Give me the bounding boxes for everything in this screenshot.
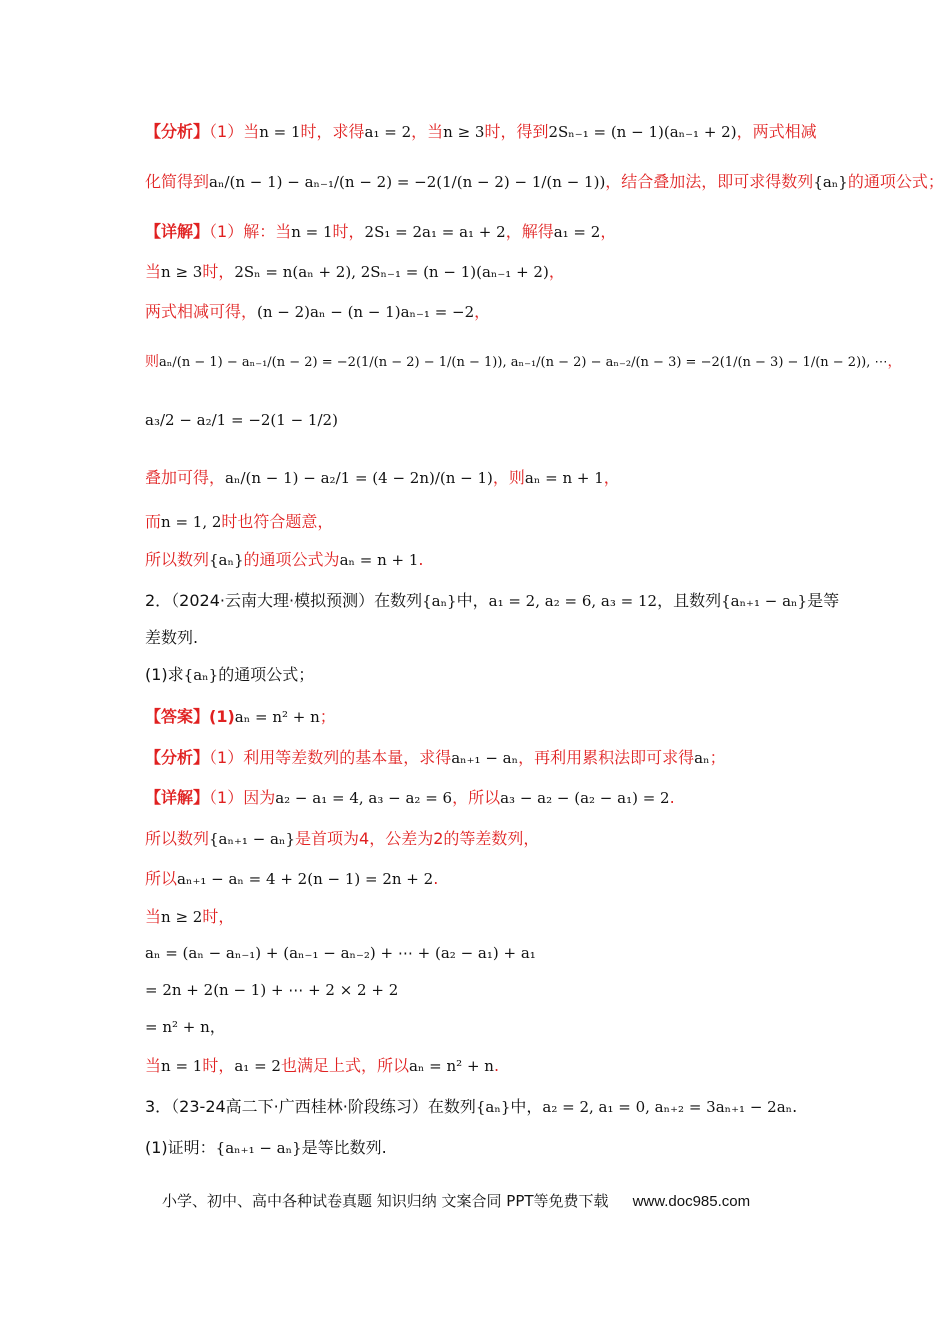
text: 的通项公式； xyxy=(218,665,315,684)
text: (1)求 xyxy=(145,665,184,684)
detail-line-4 xyxy=(145,350,902,375)
text: 中， xyxy=(510,1097,543,1116)
text: (1) xyxy=(209,707,235,726)
text: 时， xyxy=(202,1056,235,1075)
math: n = 1, 2 xyxy=(161,513,222,531)
text: ，则 xyxy=(492,468,525,487)
text: . xyxy=(493,1056,500,1075)
math: a₁ = 2 xyxy=(553,223,601,241)
math: {aₙ} xyxy=(475,1098,511,1116)
math: {aₙ₊₁ − aₙ} xyxy=(215,1139,302,1157)
text: 当 xyxy=(145,262,162,281)
text: ； xyxy=(319,707,336,726)
math: n ≥ 3 xyxy=(161,263,203,281)
math: n ≥ 3 xyxy=(443,123,485,141)
detail-label: 【详解】 xyxy=(145,222,210,241)
text: （1）因为 xyxy=(209,788,276,807)
text: （1）当 xyxy=(209,122,260,141)
text: 所以 xyxy=(145,869,178,888)
analysis-label: 【分析】 xyxy=(145,122,210,141)
text: 而 xyxy=(145,512,162,531)
text: 时也符合题意， xyxy=(221,512,334,531)
text: 时， xyxy=(202,262,235,281)
answer-line xyxy=(145,705,815,729)
math: aₙ = n² + n xyxy=(234,708,320,726)
detail-line-8 xyxy=(145,548,815,572)
text: 两式相减可得， xyxy=(145,302,258,321)
text: ，两式相减 xyxy=(736,122,817,141)
detail-label: 【详解】 xyxy=(145,788,210,807)
math: {aₙ₊₁ − aₙ} xyxy=(721,592,808,610)
text: 时， xyxy=(332,222,365,241)
math: aₙ₊₁ − aₙ xyxy=(451,749,519,767)
text: ，解得 xyxy=(505,222,554,241)
detail-2-line-6 xyxy=(145,978,815,1002)
math: {aₙ₊₁ − aₙ} xyxy=(209,830,296,848)
math: a₃/2 − a₂/1 = −2(1 − 1/2) xyxy=(145,411,338,429)
math: a₁ = 2, a₂ = 6, a₃ = 12 xyxy=(488,592,658,610)
footer-text: 小学、初中、高中各种试卷真题 知识归纳 文案合同 PPT等免费下载 xyxy=(162,1192,609,1210)
text: 是等 xyxy=(807,591,840,610)
text: ，结合叠加法，即可求得数列 xyxy=(605,172,814,191)
math: 2Sₙ = n(aₙ + 2), 2Sₙ₋₁ = (n − 1)(aₙ₋₁ + 2) xyxy=(234,263,549,281)
page-footer xyxy=(162,1190,802,1213)
text: 是等比数列. xyxy=(301,1138,387,1157)
text: ， xyxy=(209,1017,226,1036)
detail-2-line-3 xyxy=(145,867,815,891)
text: . xyxy=(433,869,439,888)
question-2-line-2 xyxy=(145,626,815,650)
math: (n − 2)aₙ − (n − 1)aₙ₋₁ = −2 xyxy=(257,303,475,321)
text: （1）解：当 xyxy=(209,222,292,241)
math: aₙ = n + 1 xyxy=(524,469,604,487)
text: 时，得到 xyxy=(484,122,549,141)
analysis-line-1 xyxy=(145,120,815,144)
text: ， xyxy=(548,262,565,281)
detail-line-7 xyxy=(145,510,815,534)
text: （1）利用等差数列的基本量，求得 xyxy=(209,748,452,767)
math: = n² + n xyxy=(145,1018,210,1036)
text: 中， xyxy=(456,591,489,610)
text: ， xyxy=(474,302,491,321)
text: ， xyxy=(600,222,617,241)
math: aₙ = n² + n xyxy=(408,1057,494,1075)
text: ， xyxy=(603,468,620,487)
text: 是首项为4，公差为2的等差数列， xyxy=(295,829,540,848)
math: a₃ − a₂ − (a₂ − a₁) = 2 xyxy=(500,789,670,807)
math: a₂ − a₁ = 4, a₃ − a₂ = 6 xyxy=(275,789,453,807)
math: aₙ₊₁ − aₙ = 4 + 2(n − 1) = 2n + 2 xyxy=(177,870,434,888)
math: {aₙ} xyxy=(209,551,244,569)
text: 时， xyxy=(202,907,235,926)
text: ，再利用累积法即可求得 xyxy=(518,748,695,767)
detail-line-1 xyxy=(145,220,815,244)
text: ； xyxy=(709,748,726,767)
analysis-label: 【分析】 xyxy=(145,748,210,767)
text: . xyxy=(418,550,424,569)
math: n ≥ 2 xyxy=(161,908,203,926)
detail-line-3 xyxy=(145,300,815,324)
detail-2-line-2 xyxy=(145,827,815,851)
detail-2-line-1 xyxy=(145,786,815,810)
detail-line-6 xyxy=(145,466,815,490)
text: 化简得到 xyxy=(145,172,210,191)
text: ，所以 xyxy=(452,788,501,807)
question-2-line-1 xyxy=(145,589,840,613)
text: . xyxy=(669,788,675,807)
question-3-line-1 xyxy=(145,1095,815,1119)
text: 2．（2024·云南大理·模拟预测）在数列 xyxy=(145,591,423,610)
math: n = 1 xyxy=(161,1057,203,1075)
math: 2S₁ = 2a₁ = a₁ + 2 xyxy=(364,223,506,241)
text: 差数列. xyxy=(145,628,199,647)
text: 当 xyxy=(145,907,162,926)
text: 当 xyxy=(145,1056,162,1075)
math: a₂ = 2, a₁ = 0, aₙ₊₂ = 3aₙ₊₁ − 2aₙ xyxy=(542,1098,793,1116)
detail-2-line-7 xyxy=(145,1015,815,1039)
math: aₙ/(n − 1) − aₙ₋₁/(n − 2) = −2(1/(n − 2) − 1/(n − 1)), aₙ₋₁/(n − 2) − aₙ₋₂/(n − 3) = −2(1/(n − 3) − 1/(n − 2)), ⋯ xyxy=(159,355,888,370)
text: ，当 xyxy=(411,122,444,141)
detail-line-5 xyxy=(145,408,815,432)
math: aₙ/(n − 1) − a₂/1 = (4 − 2n)/(n − 1) xyxy=(225,469,493,487)
text: 3．（23-24高二下·广西桂林·阶段练习）在数列 xyxy=(145,1097,476,1116)
text: 所以数列 xyxy=(145,829,210,848)
text: ， xyxy=(887,354,902,370)
math: n = 1 xyxy=(291,223,333,241)
math: aₙ/(n − 1) − aₙ₋₁/(n − 2) = −2(1/(n − 2) − 1/(n − 1)) xyxy=(209,173,606,191)
math: aₙ = n + 1 xyxy=(339,551,419,569)
math: aₙ xyxy=(694,749,710,767)
text: 也满足上式，所以 xyxy=(280,1056,409,1075)
detail-2-line-8 xyxy=(145,1054,815,1078)
text: ，且数列 xyxy=(657,591,722,610)
math: = 2n + 2(n − 1) + ⋯ + 2 × 2 + 2 xyxy=(145,981,399,999)
math: {aₙ} xyxy=(422,592,457,610)
math: 2Sₙ₋₁ = (n − 1)(aₙ₋₁ + 2) xyxy=(548,123,737,141)
question-3-part-1 xyxy=(145,1136,815,1160)
math: {aₙ} xyxy=(183,666,219,684)
detail-2-line-4 xyxy=(145,905,815,929)
text: 叠加可得， xyxy=(145,468,226,487)
text: 时，求得 xyxy=(300,122,365,141)
answer-label: 【答案】 xyxy=(145,707,210,726)
math: n = 1 xyxy=(259,123,301,141)
detail-2-line-5 xyxy=(145,941,815,965)
text: 所以数列 xyxy=(145,550,210,569)
question-2-part-1 xyxy=(145,663,815,687)
math: a₁ = 2 xyxy=(364,123,412,141)
math: a₁ = 2 xyxy=(234,1057,281,1075)
analysis-line-2 xyxy=(145,170,944,194)
footer-url[interactable]: www.doc985.com xyxy=(632,1193,751,1210)
math: {aₙ} xyxy=(813,173,848,191)
text: 的通项公式为 xyxy=(243,550,340,569)
text: (1)证明： xyxy=(145,1138,216,1157)
analysis-2-line xyxy=(145,746,815,770)
detail-line-2 xyxy=(145,260,815,284)
text: 的通项公式； xyxy=(847,172,944,191)
text: 则 xyxy=(145,354,159,370)
math: aₙ = (aₙ − aₙ₋₁) + (aₙ₋₁ − aₙ₋₂) + ⋯ + (a₂ − a₁) + a₁ xyxy=(145,944,536,962)
text: . xyxy=(792,1097,798,1116)
